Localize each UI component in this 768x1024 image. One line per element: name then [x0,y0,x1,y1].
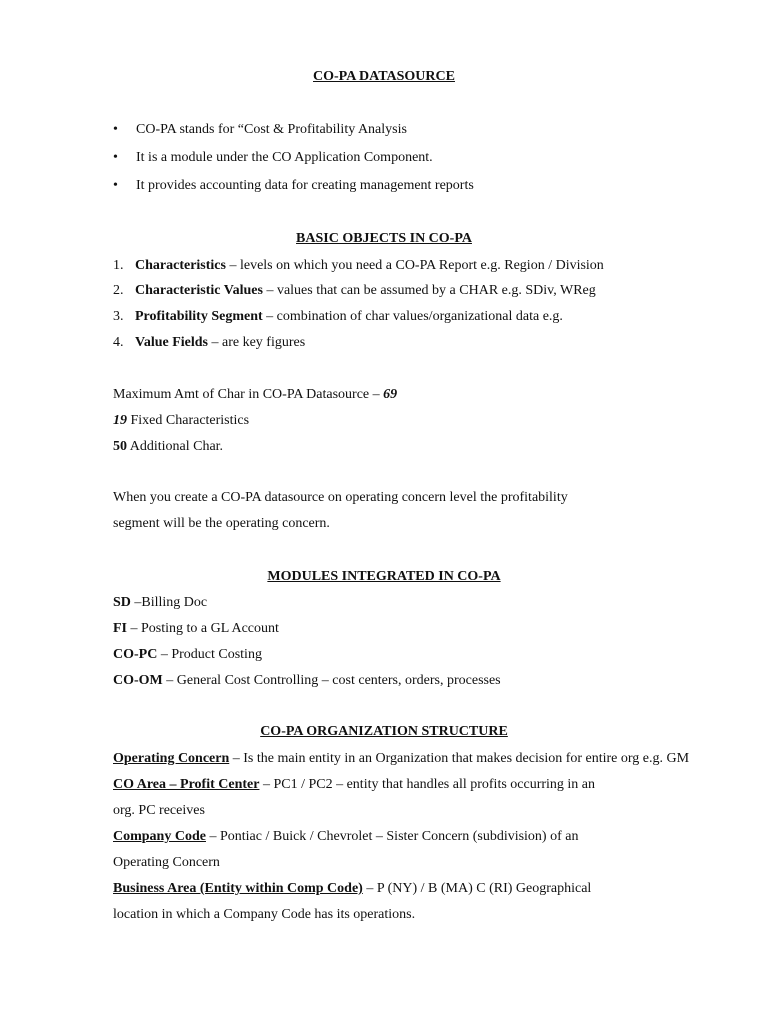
operating-note-line2: segment will be the operating concern. [113,516,330,531]
bullet-item: • It is a module under the CO Application Component. [113,150,433,165]
org-structure-heading: CO-PA ORGANIZATION STRUCTURE [260,724,508,739]
basic-object-item: 1. Characteristics – levels on which you need a CO-PA Report e.g. Region / Division [113,258,604,273]
modules-heading: MODULES INTEGRATED IN CO-PA [267,569,501,584]
co-area-line: CO Area – Profit Center – PC1 / PC2 – entity that handles all profits occurring in an [113,777,596,792]
document-title: CO-PA DATASOURCE [313,69,455,84]
max-char-line: Maximum Amt of Char in CO-PA Datasource – 69 [113,387,398,402]
module-item: FI – Posting to a GL Account [113,621,279,636]
company-code-line: Company Code – Pontiac / Buick / Chevrolet – Sister Concern (subdivision) of an [113,829,579,844]
business-area-continuation: location in which a Company Code has its operations. [113,907,416,922]
basic-object-item: 4. Value Fields – are key figures [113,335,306,350]
co-area-continuation: org. PC receives [113,803,205,818]
operating-note-line1: When you create a CO-PA datasource on operating concern level the profitability [113,490,568,505]
module-item: CO-OM – General Cost Controlling – cost centers, orders, processes [113,673,501,688]
module-item: SD –Billing Doc [113,595,208,610]
fixed-char-line: 19 Fixed Characteristics [113,413,250,428]
bullet-item: • It provides accounting data for creating management reports [113,178,474,193]
basic-object-item: 2. Characteristic Values – values that can be assumed by a CHAR e.g. SDiv, WReg [113,283,596,298]
company-code-continuation: Operating Concern [113,855,220,870]
bullet-icon: • [113,122,118,137]
business-area-line: Business Area (Entity within Comp Code) – P (NY) / B (MA) C (RI) Geographical [113,881,592,896]
basic-objects-heading: BASIC OBJECTS IN CO-PA [296,231,472,246]
additional-char-line: 50 Additional Char. [113,439,224,454]
operating-concern-line: Operating Concern – Is the main entity in an Organization that makes decision for entire org e.g. GM [113,751,690,766]
bullet-icon: • [113,178,118,193]
bullet-item: • CO-PA stands for “Cost & Profitability Analysis [113,122,407,137]
module-item: CO-PC – Product Costing [113,647,262,662]
basic-object-item: 3. Profitability Segment – combination of char values/organizational data e.g. [113,309,563,324]
bullet-icon: • [113,150,118,165]
